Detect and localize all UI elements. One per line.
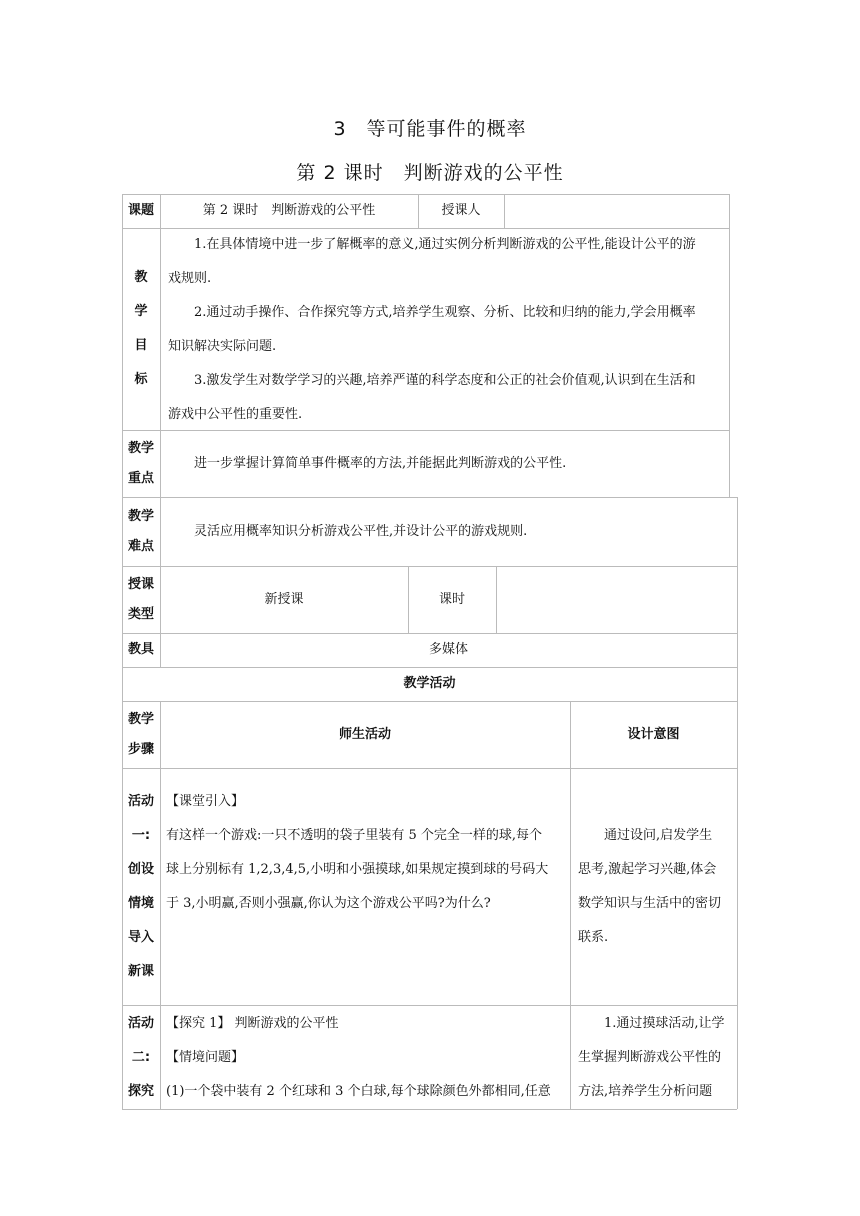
activity1-content — [166, 785, 566, 921]
section-title: 3 等可能事件的概率 — [333, 118, 527, 140]
activity2-line: 【情境问题】 — [166, 1050, 245, 1065]
tools-value: 多媒体 — [428, 642, 468, 657]
topic-label: 课题 — [127, 203, 154, 218]
key-points-label-line: 重点 — [127, 470, 154, 486]
objective-line: 知识解决实际问题. — [168, 339, 277, 354]
activity1-label — [122, 785, 160, 989]
activity2-content — [166, 1007, 566, 1109]
objective-line: 戏规则. — [168, 271, 212, 286]
activity1-line: 于 3,小明赢,否则小强赢,你认为这个游戏公平吗?为什么? — [166, 896, 491, 911]
difficulties-label — [122, 497, 160, 566]
lesson-type-label-line: 类型 — [127, 606, 154, 622]
difficulties-label-line: 教学 — [127, 508, 154, 524]
objective-line: 3.激发学生对数学学习的兴趣,培养严谨的科学态度和公正的社会价值观,认识到在生活和 — [194, 373, 696, 388]
step-header-line: 教学 — [127, 711, 154, 727]
activity1-intent-line: 数学知识与生活中的密切 — [578, 896, 722, 911]
lesson-title: 第 2 课时 判断游戏的公平性 — [296, 162, 564, 184]
objectives-label-char: 教 — [134, 270, 148, 285]
hours-label: 课时 — [438, 592, 465, 607]
step-header-line: 步骤 — [127, 741, 154, 757]
table-rule — [729, 194, 730, 497]
activity1-line: 有这样一个游戏:一只不透明的袋子里装有 5 个完全一样的球,每个 — [166, 828, 543, 843]
activity2-label — [122, 1007, 160, 1109]
hours-value — [496, 566, 737, 633]
intent-column-header: 设计意图 — [627, 727, 680, 742]
table-rule — [122, 768, 737, 769]
table-rule — [122, 1109, 737, 1110]
objectives-label-char: 学 — [134, 304, 148, 319]
activity1-intent-line: 思考,激起学习兴趣,体会 — [578, 862, 717, 877]
activity2-line: 【探究 1】 判断游戏的公平性 — [166, 1016, 339, 1031]
teacher-value — [504, 194, 729, 228]
activity1-label-line: 一: — [131, 828, 151, 843]
activity1-intent-line: 通过设问,启发学生 — [604, 828, 713, 843]
objectives-label-char: 目 — [134, 338, 148, 353]
objectives-label — [122, 228, 160, 430]
objective-line: 游戏中公平性的重要性. — [168, 407, 303, 422]
key-points-label-line: 教学 — [127, 440, 154, 456]
activity2-intent-line: 生掌握判断游戏公平性的 — [578, 1050, 722, 1065]
key-points-label — [122, 430, 160, 497]
activity1-label-line: 创设 — [127, 862, 154, 877]
objectives-text — [168, 228, 724, 430]
topic-value: 第 2 课时 判断游戏的公平性 — [202, 203, 376, 218]
key-points-text: 进一步掌握计算简单事件概率的方法,并能据此判断游戏的公平性. — [194, 456, 567, 471]
tools-label: 教具 — [127, 642, 154, 657]
activity1-line: 球上分别标有 1,2,3,4,5,小明和小强摸球,如果规定摸到球的号码大 — [166, 862, 549, 877]
objective-line: 1.在具体情境中进一步了解概率的意义,通过实例分析判断游戏的公平性,能设计公平的游 — [194, 237, 696, 252]
activity1-line: 【课堂引入】 — [166, 794, 245, 809]
activity2-line: (1)一个袋中装有 2 个红球和 3 个白球,每个球除颜色外都相同,任意 — [166, 1084, 551, 1099]
activity2-intent-line: 方法,培养学生分析问题 — [578, 1084, 713, 1099]
objective-line: 2.通过动手操作、合作探究等方式,培养学生观察、分析、比较和归纳的能力,学会用概率 — [194, 305, 696, 320]
activity1-label-line: 情境 — [127, 896, 154, 911]
difficulties-text: 灵活应用概率知识分析游戏公平性,并设计公平的游戏规则. — [194, 524, 528, 539]
difficulties-label-line: 难点 — [127, 538, 154, 554]
activity2-label-line: 活动 — [127, 1016, 154, 1031]
activity1-intent — [578, 819, 734, 955]
activities-header: 教学活动 — [403, 676, 456, 691]
teacher-label: 授课人 — [441, 203, 481, 218]
table-rule — [122, 1005, 737, 1006]
activity2-intent — [578, 1007, 734, 1109]
activity1-label-line: 活动 — [127, 794, 154, 809]
table-rule — [737, 497, 738, 1109]
activity1-label-line: 导入 — [127, 930, 154, 945]
lesson-type-label — [122, 566, 160, 633]
activity-column-header: 师生活动 — [338, 727, 391, 742]
activity1-label-line: 新课 — [127, 964, 154, 979]
objectives-label-char: 标 — [134, 372, 148, 387]
activity2-label-line: 探究 — [127, 1084, 154, 1099]
step-column-header — [122, 701, 160, 768]
lesson-type-value: 新授课 — [264, 592, 304, 607]
lesson-type-label-line: 授课 — [127, 576, 154, 592]
activity1-intent-line: 联系. — [578, 930, 609, 945]
activity2-label-line: 二: — [131, 1050, 151, 1065]
activity2-intent-line: 1.通过摸球活动,让学 — [604, 1016, 725, 1031]
